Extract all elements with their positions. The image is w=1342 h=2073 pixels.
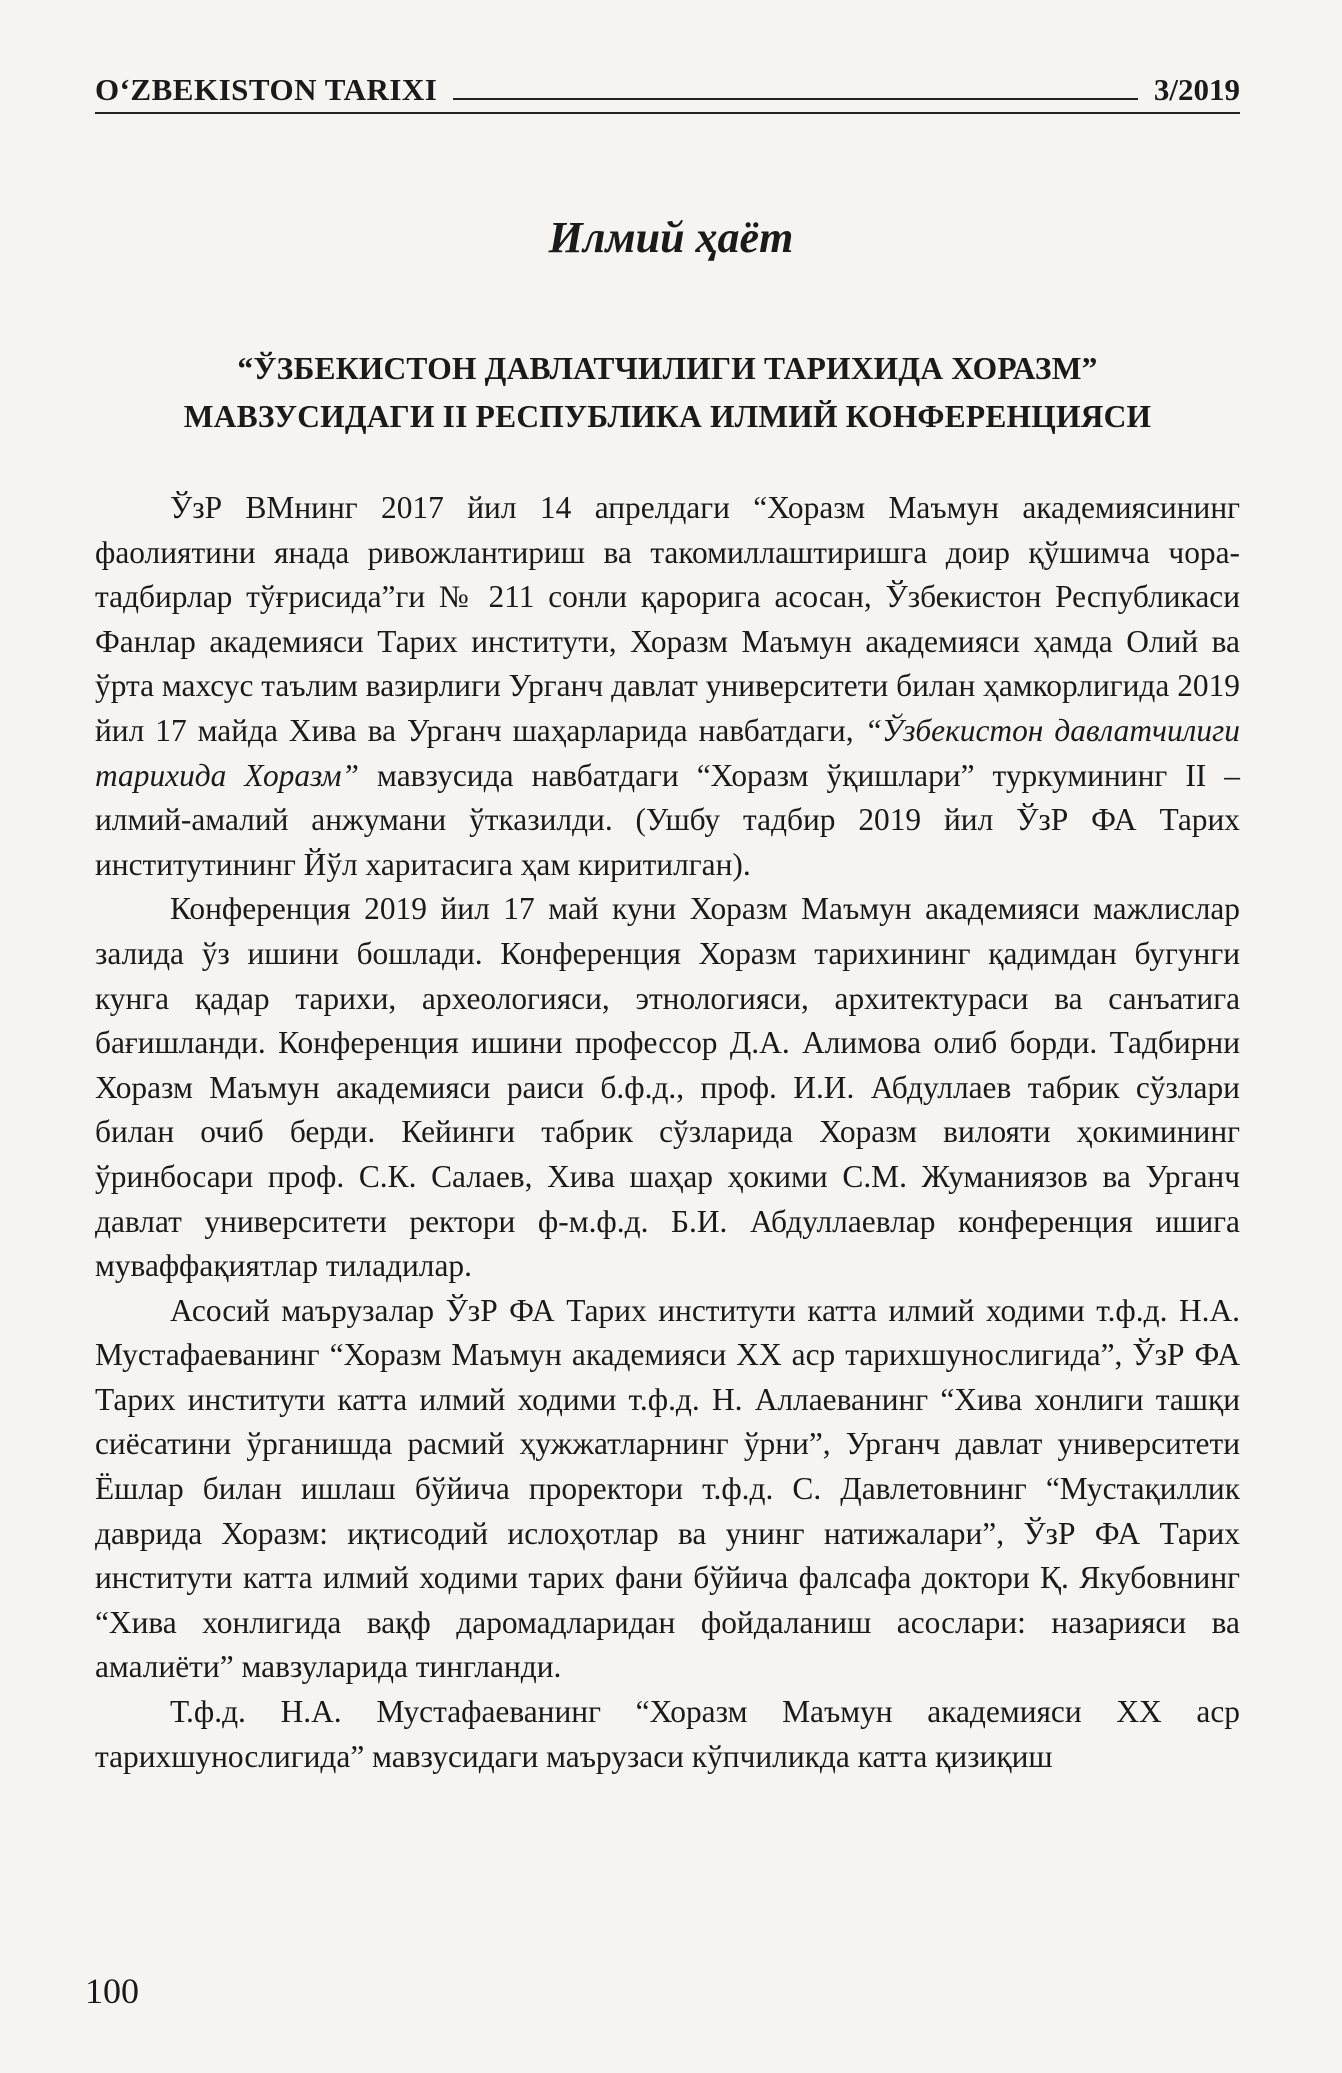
section-heading: Илмий ҳаёт [548, 213, 794, 262]
title-line-1: “ЎЗБЕКИСТОН ДАВЛАТЧИЛИГИ ТАРИХИДА ХОРАЗМ” [237, 351, 1098, 386]
issue-number: 3/2019 [1153, 72, 1240, 107]
paragraph-4: Т.ф.д. Н.А. Мустафаеванинг “Хоразм Маъмун академияси XX аср тарихшунослигида” мавзусидаги маърузаси кўпчиликда катта қизиқиш [95, 1694, 1240, 1774]
journal-name: O‘ZBEKISTON TARIXI [95, 72, 438, 107]
paragraph-1-text-a: ЎзР ВМнинг 2017 йил 14 апрелдаги “Хоразм Маъмун академиясининг фаолиятини янада ривожлантириш ва такомиллаштиришга доир қўшимча чора-тадбирлар тўғрисида”ги № 211 сонли қарорига асосан, Ўзбекистон Республикаси Фанлар академияси Тарих институти, Хоразм Маъмун академияси ҳамда Олий ва ўрта махсус таълим вазирлиги Урганч давлат университети билан ҳамкорлигида 2019 йил 17 майда Хива ва Урганч шаҳарларида навбатдаги, [95, 490, 1240, 748]
paragraph-3: Асосий маърузалар ЎзР ФА Тарих институти катта илмий ходими т.ф.д. Н.А. Мустафаеванинг “Хоразм Маъмун академияси XX аср тарихшунослигида”, ЎзР ФА Тарих институти катта илмий ходими т.ф.д. Н. Аллаеванинг “Хива хонлиги ташқи сиёсатини ўрганишда расмий ҳужжатларнинг ўрни”, Урганч давлат университети Ёшлар билан ишлаш бўйича проректори т.ф.д. С. Давлетовнинг “Мустақиллик даврида Хоразм: иқтисодий ислоҳотлар ва унинг натижалари”, ЎзР ФА Тарих институти катта илмий ходими тарих фани бўйича фалсафа доктори Қ. Якубовнинг “Хива хонлигида вақф даромадларидан фойдаланиш асослари: назарияси ва амалиёти” мавзуларида тингланди. [95, 1292, 1240, 1685]
title-line-2: МАВЗУСИДАГИ II РЕСПУБЛИКА ИЛМИЙ КОНФЕРЕНЦИЯСИ [183, 399, 1152, 434]
paragraph-1 [95, 486, 1240, 887]
paragraph-1-text-b: мавзусида навбатдаги “Хоразм ўқишлари” туркумининг II – илмий-амалий анжумани ўтказилди. (Ушбу тадбир 2019 йил ЎзР ФА Тарих институтининг Йўл харитасига ҳам киритилган). [95, 757, 1240, 882]
paragraph-1-italic-topic: “Ўзбекистон давлатчилиги тарихида Хоразм” [95, 712, 1240, 793]
header-rule [453, 98, 1138, 100]
article-title [95, 345, 1240, 441]
running-head [95, 52, 1240, 114]
paragraph-2: Конференция 2019 йил 17 май куни Хоразм Маъмун академияси мажлислар залида ўз ишини бошлади. Конференция Хоразм тарихининг қадимдан бугунги кунга қадар тарихи, археологияси, этнологияси, архитектураси ва санъатига бағишланди. Конференция ишини профессор Д.А. Алимова олиб борди. Тадбирни Хоразм Маъмун академияси раиси б.ф.д., проф. И.И. Абдуллаев табрик сўзлари билан очиб берди. Кейинги табрик сўзларида Хоразм вилояти ҳокимининг ўринбосари проф. С.К. Салаев, Хива шаҳар ҳокими С.М. Жуманиязов ва Урганч давлат университети ректори ф-м.ф.д. Б.И. Абдуллаевлар конференция ишига муваффақиятлар тиладилар. [95, 891, 1240, 1284]
page-number: 100 [85, 1971, 139, 2011]
article-body [95, 486, 1240, 1779]
